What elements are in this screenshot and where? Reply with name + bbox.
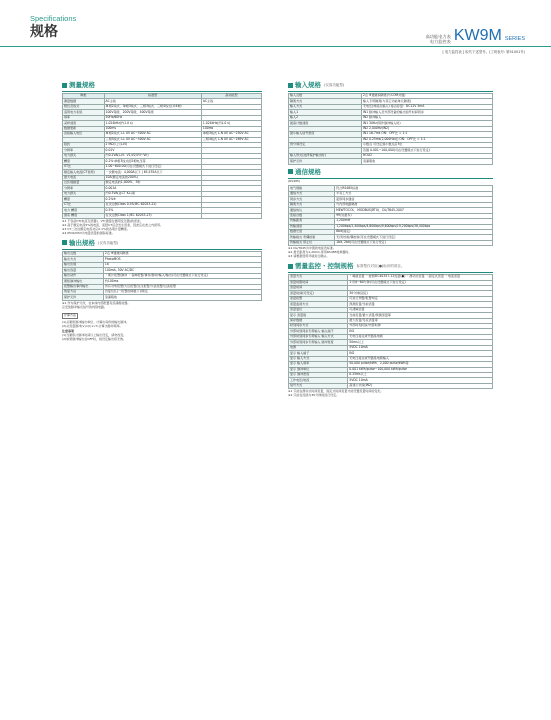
table-cell: 100ms: [201, 126, 261, 131]
table-cell: 输入1: [289, 110, 362, 115]
table-cell: 工作电压/电流: [289, 378, 348, 383]
table-cell: 高功能型: [201, 94, 261, 99]
table-cell: 输出动作: [63, 273, 104, 278]
table-cell: 需量监视方式: [289, 302, 348, 307]
table-cell: 符合RS485标准: [335, 186, 493, 191]
table-cell: 2点 ※通道间隔离(与COM共通): [361, 94, 492, 99]
table-cell: 输出方式: [63, 257, 104, 262]
table-cell: 自复位(任一报警的阈值下)/锁定: [103, 290, 261, 295]
table-cell: 50,000 pulse/kWh、2,000 pulse/kWh等: [348, 362, 493, 367]
table-cell: 2点 ※通道间隔离: [103, 251, 261, 256]
table-cell: 三相3线式 L-L 0V AC~500V AC: [104, 137, 201, 142]
monitor-table: [288, 274, 493, 389]
table-cell: 传输距离: [289, 219, 335, 224]
table-row: [289, 383, 493, 388]
table-cell: 0.01V: [104, 148, 201, 153]
table-cell: 在次边侧Class 0.5S(IEC 62053-22): [104, 202, 201, 207]
note-line: ※3 CT二次边额定电流对应0.1%的各项计量精度。: [62, 227, 130, 232]
table-cell: 1,200bps/2,400bps/4,800bps/9,600bps/19,200bps/38,400bps: [335, 224, 493, 229]
table-cell: 所有对象报警/欠压报警/过压报警/欠流报警/过流报警: [103, 284, 261, 289]
table-cell: 最大需量/月底需量等: [348, 318, 493, 323]
table-cell: 10A(额定电流的200%): [104, 175, 201, 180]
table-cell: 当前需量/最大需量/预测需量等: [348, 313, 493, 318]
table-cell: [201, 213, 261, 218]
table-cell: 输入方式: [289, 104, 362, 109]
table-cell: 无电压接点或开路集电极输入: [348, 356, 493, 361]
table-cell: 可进行预警/报警判定: [348, 296, 493, 301]
table-cell: 同步方式: [289, 197, 335, 202]
table-cell: IN2 脉冲输入: [361, 115, 492, 120]
table-cell: 输出点数: [63, 251, 104, 256]
table-cell: 过负载耐量: [63, 181, 105, 186]
table-cell: 1.024kHz(约1.0 s): [104, 121, 201, 126]
table-cell: 浪涌吸收: [103, 295, 261, 300]
table-cell: 三相4线式 L-N 0V AC~289V AC: [201, 137, 261, 142]
table-cell: 外部时刻同步/内部时钟: [348, 324, 493, 329]
table-cell: 可清除需量: [348, 307, 493, 312]
table-cell: 需量报警: [289, 296, 348, 301]
table-cell: 范围 0.001~100,000(可在设置模式下进行设定): [361, 148, 492, 153]
table-cell: 显示 输入方式: [289, 356, 348, 361]
table-cell: 1bit, 2bit(可在设置模式下进行设定): [335, 240, 493, 245]
table-cell: 5VDC 10mA: [348, 345, 493, 350]
table-cell: 测量数据: [63, 99, 105, 104]
table-cell: 外部时刻同步专用输入 输入端子: [289, 329, 348, 334]
table-cell: 0.25ms以上: [348, 372, 493, 377]
table-cell: 0.2%※: [104, 197, 201, 202]
table-cell: 保护元件: [289, 159, 362, 164]
table-cell: 单相2线式 L-L 0V AC~500V AC: [104, 132, 201, 137]
header-rule: [0, 46, 551, 47]
table-cell: 额定电流的1,000%、3秒: [104, 181, 201, 186]
section-input: 输入规格 (仅高功能型): [288, 81, 493, 89]
table-cell: 无电压(或接点输入) 接点容量：DC12V 5mA: [361, 104, 492, 109]
note-line: ※1 DL/T645为中国的电能表标准。: [288, 246, 336, 251]
table-cell: 浪涌吸收: [361, 159, 492, 164]
table-cell: 传输格式 停止位: [289, 240, 335, 245]
comm-table: [288, 185, 493, 246]
table-cell: 保存数据: [289, 318, 348, 323]
table-cell: 1分钟~60分钟(可在设置模式下进行设定): [348, 280, 493, 285]
table-cell: 标准型: [104, 94, 201, 99]
table-cell: 在次边侧Class 1(IEC 62053-23): [104, 213, 201, 218]
series-label: SERIES: [504, 36, 525, 43]
table-row: [63, 213, 262, 218]
table-cell: AC主线: [201, 99, 261, 104]
table-cell: IN2 0.25ms(2,000Hz时) ON：OFF比 = 1:1: [361, 137, 492, 142]
table-cell: 单相3线式 L-N 0V AC~250V AC: [201, 132, 261, 137]
table-cell: 1.00~600.00(可在设置模式下进行设定): [104, 164, 201, 169]
table-cell: 精度: [63, 159, 105, 164]
table-cell: 显示 需量值: [289, 313, 348, 318]
section-monitor: 需量监控・控制规格 标准型仅对应(●)标识的项目。: [288, 262, 493, 270]
table-cell: 约0.3VA(各CT K-L间): [104, 191, 201, 196]
header-note: [ 电力监控表 ] 取代下述型号。(工规表号: 第51001号): [442, 50, 525, 54]
table-cell: IN2 2,000Hz(IN2): [361, 126, 492, 131]
comm-notes: [288, 247, 493, 259]
table-cell: 8bit(固定): [335, 229, 493, 234]
table-cell: 种类: [63, 94, 105, 99]
measurement-table: [62, 93, 262, 219]
table-cell: 0.5%: [104, 208, 201, 213]
table-cell: 单相2线式、单相3线式、三相3线式、三相4线式(共4种): [104, 104, 201, 109]
table-cell: 30分钟(固定): [348, 291, 493, 296]
right-column: [288, 78, 493, 400]
table-cell: 相位及线式: [63, 104, 105, 109]
table-cell: 0.001 kWh/pulse~100,000 kWh/pulse: [348, 367, 493, 372]
table-cell: 50Hz/60Hz: [104, 115, 201, 120]
table-cell: IN1: [348, 329, 493, 334]
table-cell: 100mA, 30V AC/DC: [103, 268, 261, 273]
table-cell: 分辨率: [63, 148, 105, 153]
note-line: ※2 最长距离为1,200m,使用RS485转换器时。: [288, 250, 352, 255]
table-cell: 需量时间: [289, 285, 348, 290]
table-cell: 1a: [103, 262, 261, 267]
table-row: [63, 295, 262, 300]
table-cell: 小数点 可设定到小数点后3位: [361, 142, 492, 147]
measurement-notes: [62, 220, 262, 236]
table-cell: 精度: [63, 197, 105, 202]
table-cell: 外部时刻同步专用输入 脉冲宽度: [289, 340, 348, 345]
table-cell: 通信协议: [289, 208, 335, 213]
table-cell: 适用电力系统: [63, 110, 105, 115]
table-cell: HOLD: [361, 153, 492, 158]
note-line: ※4 IEC62053为电量需量的国际标准。: [62, 231, 115, 236]
table-cell: PhotoMOS: [103, 257, 261, 262]
table-cell: 数据更新: [63, 126, 105, 131]
table-cell: IN1 脉冲输入及外部设备的输出信号时间同步: [361, 110, 492, 115]
brand-block: [426, 28, 525, 44]
table-cell: CT比: [63, 202, 105, 207]
table-cell: IN2: [348, 351, 493, 356]
table-cell: 隔离方式: [289, 202, 335, 207]
table-cell: 0.2%·单相3线式的2相电压等: [104, 159, 201, 164]
table-cell: 约0.2VA(L-N：V1/V2/V3~Vn): [104, 153, 201, 158]
table-cell: 半双工方式: [335, 191, 493, 196]
section-square-icon: [288, 264, 293, 269]
note-line: ※2 高于额定电流5%的电流，流经CT后会发生误差，因此应在此之内使用。: [62, 223, 164, 228]
table-cell: 显示 输入端子: [289, 351, 348, 356]
note-line: ※1 不包括CT(电流互感器)、VT(测量仪器用变压器)的误差。: [62, 219, 143, 224]
table-cell: 无电压接点或开路集电极: [348, 334, 493, 339]
output-notes: [62, 302, 262, 310]
table-cell: 电力损失: [63, 191, 105, 196]
table-cell: 最大电流: [63, 175, 105, 180]
note-line: ※2 只能在连续为30分钟的进行设定。: [288, 393, 340, 398]
table-cell: 外部时刻同步专用输入 输入方式: [289, 334, 348, 339]
note-line: 应安装脉冲输出信号的判别电路。: [62, 304, 108, 309]
table-cell: 与内部电路隔离: [335, 202, 493, 207]
table-cell: 99台(最多): [335, 213, 493, 218]
table-cell: 1.024kHz(约1.0 s): [201, 121, 261, 126]
table-cell: AC主线: [104, 99, 201, 104]
table-cell: 传输速度: [289, 224, 335, 229]
model-name: KW9M: [453, 27, 502, 44]
table-cell: 数据长度: [289, 229, 335, 234]
table-cell: 连接台数: [289, 213, 335, 218]
table-cell: ・累计报警/脉冲 ・各种报警/事件/脉冲/输入/输出(可在设置模式下进行设定): [103, 273, 261, 278]
table-cell: 输出容量: [63, 268, 104, 273]
table-cell: 累积脉冲输出: [63, 279, 104, 284]
calc-notes: (1)从累积脉冲输出单位、计算出每秒的输出脉冲。 (2)从需量脉冲(V)×(I)×√3,计算出脉冲频率。 注意事项 (1)当累积计脉冲时间以上输出设定，请勿改变。 (2)如果脉冲输出在OFF时，则设定输出将无效。: [62, 320, 130, 341]
table-cell: 阻抗: [63, 142, 105, 147]
table-cell: 起停同步通信: [335, 197, 493, 202]
section-square-icon: [288, 83, 293, 88]
table-cell: 输入形式(选择保护输出时): [289, 153, 362, 158]
section-square-icon: [288, 169, 293, 174]
table-cell: 5VDC 10mA: [348, 378, 493, 383]
input-table: [288, 93, 493, 165]
table-cell: 信号方式: [289, 383, 348, 388]
table-cell: 输入点数: [289, 94, 362, 99]
table-cell: 额定输入电流(CT使用): [63, 170, 105, 175]
section-square-icon: [62, 240, 67, 245]
table-cell: 预分频设定: [289, 142, 362, 147]
table-cell: 恢复方法: [63, 290, 104, 295]
section-output: 输出规格 (仅有功能型): [62, 239, 262, 247]
table-cell: 100ms: [104, 126, 201, 131]
table-cell: 最小输入信号宽度: [289, 132, 362, 137]
note-line: ※3 请根据使用环境进行确认。: [288, 254, 330, 259]
table-cell: MEWTOCOL、MODBUS(RTU)、DL/T645-2007: [335, 208, 493, 213]
table-cell: 约100ms: [103, 279, 261, 284]
table-cell: IN1 30Hz(用作脉冲输入时): [361, 121, 492, 126]
section-measurement: 测量规格: [62, 81, 262, 89]
table-cell: 采样速度: [63, 121, 105, 126]
section-comm: 通信规格: [288, 168, 493, 176]
table-cell: 需量复位: [289, 307, 348, 312]
table-cell: 需量时限时间: [289, 280, 348, 285]
table-cell: 显示 脉冲宽度: [289, 372, 348, 377]
table-cell: 50ms以上: [348, 340, 493, 345]
table-cell: 需量方式: [289, 275, 348, 280]
table-cell: 2 MΩ以上(L-N): [104, 142, 201, 147]
table-cell: 电力 精度: [63, 208, 105, 213]
table-row: [289, 159, 493, 164]
table-cell: 最高计数速度: [289, 121, 362, 126]
table-cell: 国家 精度: [63, 213, 105, 218]
left-column: [62, 78, 262, 343]
table-cell: 电力损失: [63, 153, 105, 158]
table-cell: 电气规格: [289, 186, 335, 191]
table-cell: 0.001A: [104, 186, 201, 191]
table-cell: 输入专用隔离(与其它功能单元隔离): [361, 99, 492, 104]
table-cell: 100V等级、200V等级、400V等级: [104, 110, 201, 115]
table-cell: 输入2: [289, 115, 362, 120]
table-cell: 无/奇校验/偶校验(可在设置模式下进行设定): [335, 235, 493, 240]
table-cell: 直接输入电压: [63, 132, 105, 137]
table-cell: 预测需量/当前需量: [348, 302, 493, 307]
table-cell: 需量时间(可设定): [289, 291, 348, 296]
table-cell: 报警输出事件输出: [63, 284, 104, 289]
table-cell: 显示 输入频率: [289, 362, 348, 367]
table-cell: 一次侧电流：4,000A以下 | 65,535A以下: [104, 170, 201, 175]
specs-heading-en: Specifications: [30, 14, 77, 23]
table-cell: 传输格式 奇偶校验: [289, 235, 335, 240]
calc-method-box: 计算方法: [62, 313, 78, 320]
table-cell: 显示 脉冲单位: [289, 367, 348, 372]
note-line: ※1 作为保护元件，在本体内部配置有浪涌吸收器。: [62, 300, 131, 305]
brand-subtitle: 高功能电力表 电力监控表: [425, 33, 451, 44]
table-cell: 1,200m※: [335, 219, 493, 224]
table-row: [289, 240, 493, 245]
section-square-icon: [62, 83, 67, 88]
specs-heading-cn: 规格: [30, 23, 58, 39]
comm-label: (RS485): [288, 178, 301, 183]
table-cell: VT比: [63, 164, 105, 169]
table-cell: 高速公共线(IN2): [348, 383, 493, 388]
note-line: ※1 只能在滑动式时间需量，固定式时间需量才能设置需量时间的变化。: [288, 389, 384, 394]
table-cell: 通信方式: [289, 191, 335, 196]
table-cell: 隔离方式: [289, 99, 362, 104]
table-cell: 频率: [63, 115, 105, 120]
table-cell: 分辨率: [63, 186, 105, 191]
table-cell: 保护元件: [63, 295, 104, 300]
table-cell: ・峰值需量 ・按照IEC61557-12需量(●) ・滑动式需量 ・固定式需量 ・电流需量: [348, 275, 493, 280]
monitor-notes: [288, 390, 493, 398]
table-cell: IN1 16.7ms ON：OFF比 = 1:1: [361, 132, 492, 137]
table-cell: 输出负载: [63, 262, 104, 267]
table-cell: 时刻同步方式: [289, 324, 348, 329]
table-cell: 电源: [289, 345, 348, 350]
output-table: [62, 251, 262, 301]
